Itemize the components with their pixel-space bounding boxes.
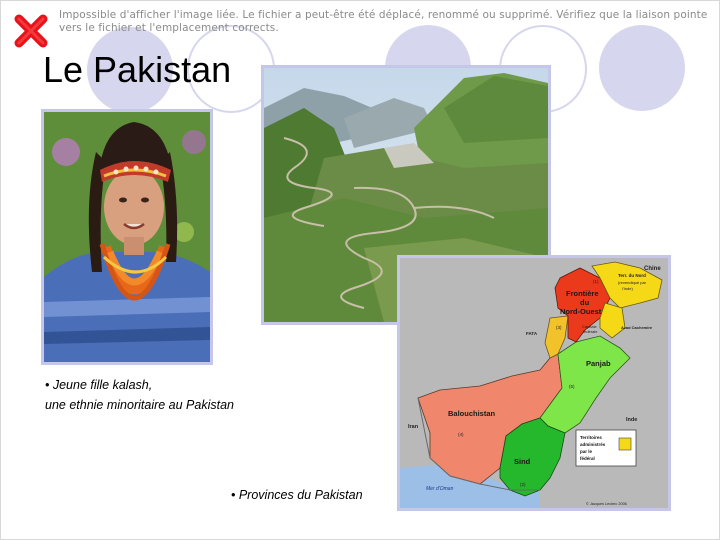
label-azad: Azad Cachemire — [621, 325, 653, 330]
label-inde: Inde — [626, 417, 638, 423]
label-sea: Mer d'Oman — [426, 486, 454, 492]
label-sind: Sind — [514, 457, 531, 466]
map-credit: © Jacques Leclerc 2006 — [586, 502, 627, 506]
label-nwfp: Nord-Ouest — [560, 307, 602, 316]
label-fata: FATA — [526, 331, 538, 336]
broken-image-message: Impossible d'afficher l'image liée. Le fichier a peut-être été déplacé, renommé ou supprimé. Vérifiez que la liaison pointe vers le fichier et l'emplacement corrects. — [59, 9, 708, 34]
girl-caption — [45, 375, 234, 415]
legend-text: fédéral — [580, 456, 595, 461]
kalash-girl-photo — [41, 109, 213, 365]
legend-text: administrés — [580, 442, 606, 447]
label-capital: fédérale — [583, 329, 598, 334]
label-number: (4) — [458, 432, 464, 437]
label-number: (5) — [569, 384, 575, 389]
map-caption: • Provinces du Pakistan — [231, 488, 363, 502]
label-number: (3) — [556, 325, 562, 330]
page-title: Le Pakistan — [43, 49, 232, 90]
girl-caption-line1: • Jeune fille kalash, — [45, 378, 153, 392]
deco-circle — [599, 25, 685, 111]
label-capital: Capitale — [582, 324, 597, 329]
kalash-girl-illustration — [44, 112, 210, 362]
label-iran: Iran — [408, 424, 419, 430]
label-nwfp: Frontière — [566, 289, 599, 298]
label-north-territory: Terr. du Nord — [618, 273, 646, 278]
map-svg — [400, 258, 668, 508]
label-nwfp: du — [580, 298, 590, 307]
girl-caption-line2: une ethnie minoritaire au Pakistan — [45, 398, 235, 412]
pakistan-provinces-map — [397, 255, 671, 511]
label-number: (1) — [593, 279, 599, 284]
legend-swatch — [619, 438, 631, 450]
label-north-territory: (revendiqué par — [618, 280, 647, 285]
label-china: Chine — [644, 266, 661, 272]
legend-text: Territoires — [580, 435, 602, 440]
label-north-territory: l'Inde) — [622, 286, 633, 291]
legend-text: par le — [580, 449, 593, 454]
label-number: (2) — [520, 482, 526, 487]
broken-image-icon — [11, 11, 51, 51]
label-punjab: Panjab — [586, 359, 611, 368]
label-balochistan: Balouchistan — [448, 409, 496, 418]
